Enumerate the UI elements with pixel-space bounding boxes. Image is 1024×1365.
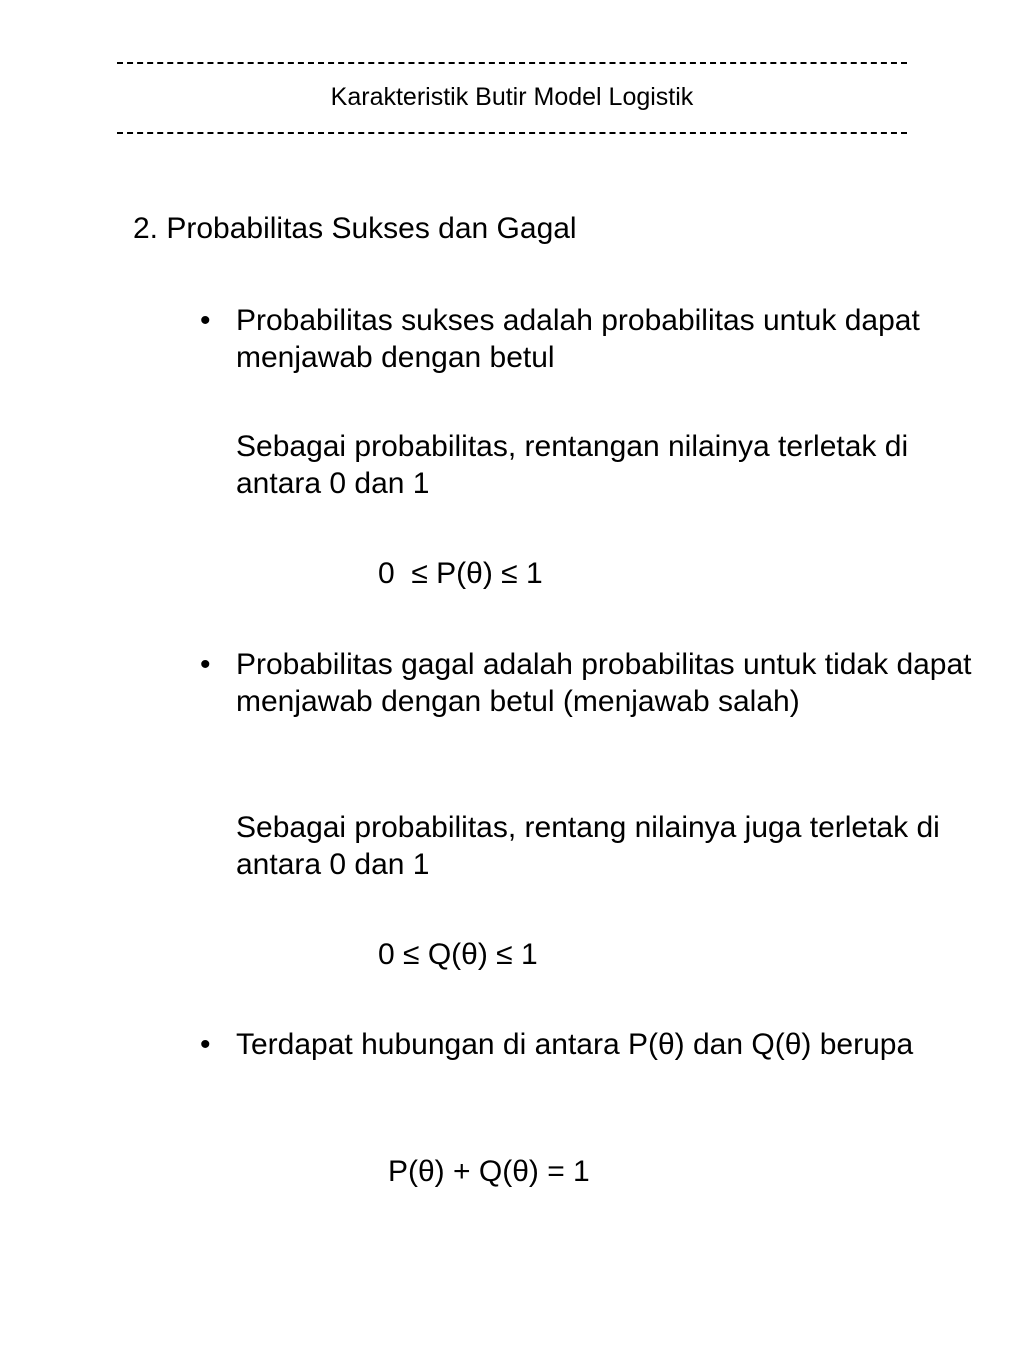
bullet-dot: • [200, 648, 211, 681]
paragraph-failure-range: Sebagai probabilitas, rentang nilainya juga terletak di antara 0 dan 1 [236, 811, 940, 881]
bullet-text: Terdapat hubungan di antara P(θ) dan Q(θ) berupa [236, 1028, 914, 1061]
section-heading: 2. Probabilitas Sukses dan Gagal [133, 212, 577, 245]
bullet-dot: • [200, 304, 211, 337]
page-title: Karakteristik Butir Model Logistik [330, 83, 694, 111]
paragraph-success-range: Sebagai probabilitas, rentangan nilainya terletak di antara 0 dan 1 [236, 430, 909, 500]
header-divider-bottom [117, 132, 907, 134]
bullet-item-success [200, 302, 990, 376]
formula-relation: P(θ) + Q(θ) = 1 [388, 1155, 590, 1188]
bullet-dot: • [200, 1028, 211, 1061]
bullet-item-failure [200, 646, 990, 720]
bullet-text: Probabilitas gagal adalah probabilitas untuk tidak dapat menjawab dengan betul (menjawab salah) [236, 648, 972, 718]
bullet-text: Probabilitas sukses adalah probabilitas untuk dapat menjawab dengan betul [236, 304, 920, 374]
header-divider-top [117, 62, 907, 64]
bullet-item-relation [200, 1026, 990, 1063]
formula-success-range: 0 ≤ P(θ) ≤ 1 [378, 557, 543, 590]
formula-failure-range: 0 ≤ Q(θ) ≤ 1 [378, 938, 538, 971]
